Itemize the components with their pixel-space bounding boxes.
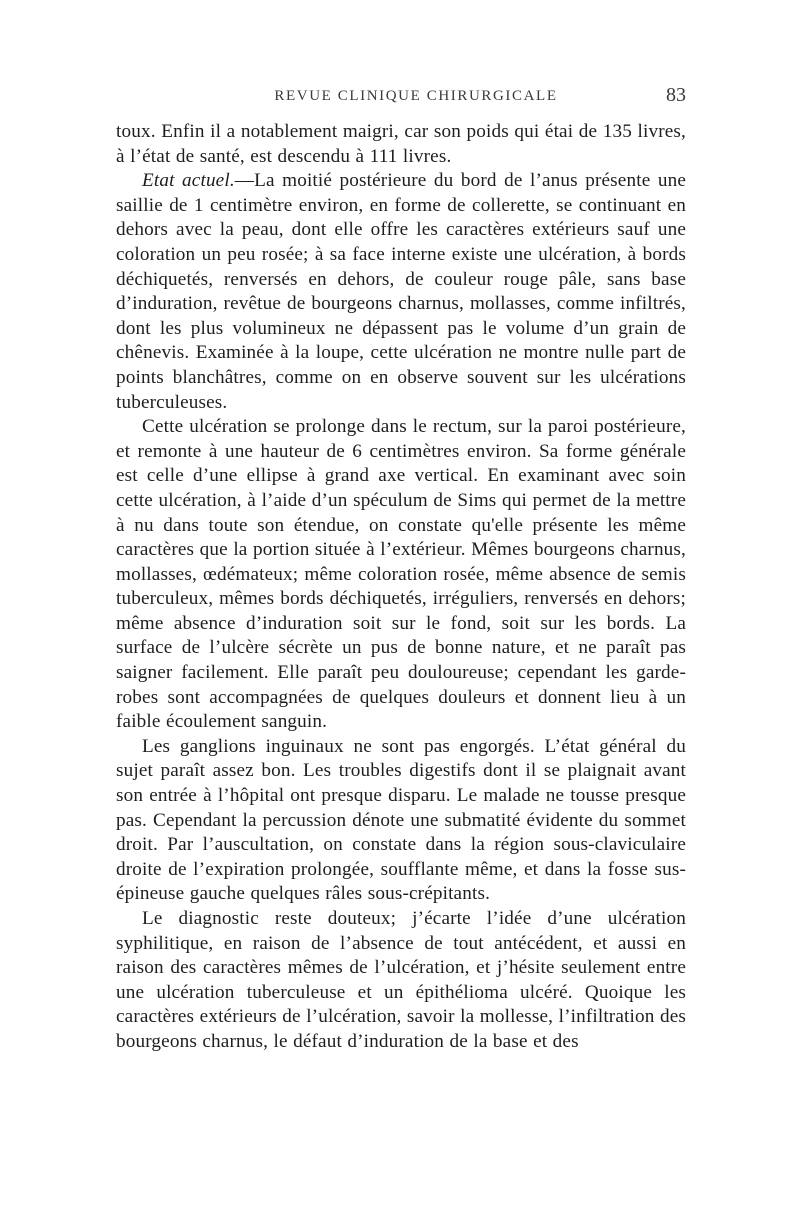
paragraph-diagnostic: Le diagnostic reste douteux; j’écarte l’idée d’une ulcération syphilitique, en raison de l’absence de tout antécédent, et aussi en raison des caractères mêmes de l’ulcération, et j’hésite seulement entre une ulcération tuberculeuse et un épithélioma ulcéré. Quoique les caractères extérieurs de l’ulcération, savoir la mollesse, l’infiltration des bourgeons charnus, le défaut d’induration de la base et des: [116, 908, 686, 1052]
page-number: 83: [666, 84, 686, 106]
em-dash: —: [234, 170, 255, 192]
paragraph-etat-actuel: [116, 169, 686, 415]
etat-actuel-label: Etat actuel.: [142, 170, 235, 192]
paragraph-ganglions: Les ganglions inguinaux ne sont pas engorgés. L’état général du sujet paraît assez bon. Les troubles digestifs dont il se plaignait avant son entrée à l’hôpital ont presque disparu. Le malade ne tousse presque pas. Cependant la percussion dénote une submatité évidente du sommet droit. Par l’auscultation, on constate dans la région sous-claviculaire droite de l’expiration prolongée, soufflante même, et dans la fosse sus-épineuse gauche quelques râles sous-crépitants.: [116, 735, 686, 905]
paragraph-continuation: toux. Enfin il a notablement maigri, car son poids qui étai de 135 livres, à l’état de santé, est descendu à 111 livres.: [116, 121, 686, 167]
running-head: [116, 84, 686, 118]
etat-actuel-text: La moitié postérieure du bord de l’anus présente une saillie de 1 centimètre environ, en forme de collerette, se continuant en dehors avec la peau, dont elle offre les caractères extérieurs sauf une coloration un peu rosée; à sa face interne existe une ulcération, à bords déchiquetés, renversés en dehors, de couleur rouge pâle, sans base d’induration, revêtue de bourgeons charnus, mollasses, comme infiltrés, dont les plus volumineux ne dépassent pas le volume d’un grain de chênevis. Examinée à la loupe, cette ulcération ne montre nulle part de points blanchâtres, comme on en observe souvent sur les ulcérations tuberculeuses.: [116, 170, 686, 413]
running-title: REVUE CLINIQUE CHIRURGICALE: [274, 88, 558, 104]
paragraph-rectum: Cette ulcération se prolonge dans le rectum, sur la paroi postérieure, et remonte à une hauteur de 6 centimètres environ. Sa forme générale est celle d’une ellipse à grand axe vertical. En examinant avec soin cette ulcération, à l’aide d’un spéculum de Sims qui permet de la mettre à nu dans toute son étendue, on constate qu'elle présente les même caractères que la portion située à l’extérieur. Mêmes bourgeons charnus, mollasses, œdémateux; même coloration rosée, même absence de semis tuberculeux, mêmes bords déchiquetés, irréguliers, renversés en dehors; même absence d’induration soit sur le fond, soit sur les bords. La surface de l’ulcère sécrète un pus de bonne nature, et ne paraît pas saigner facilement. Elle paraît peu douloureuse; cependant les garde-robes sont accompagnées de quelques douleurs et donnent lieu à un faible écoulement sanguin.: [116, 416, 686, 733]
body-text: [116, 120, 686, 1055]
